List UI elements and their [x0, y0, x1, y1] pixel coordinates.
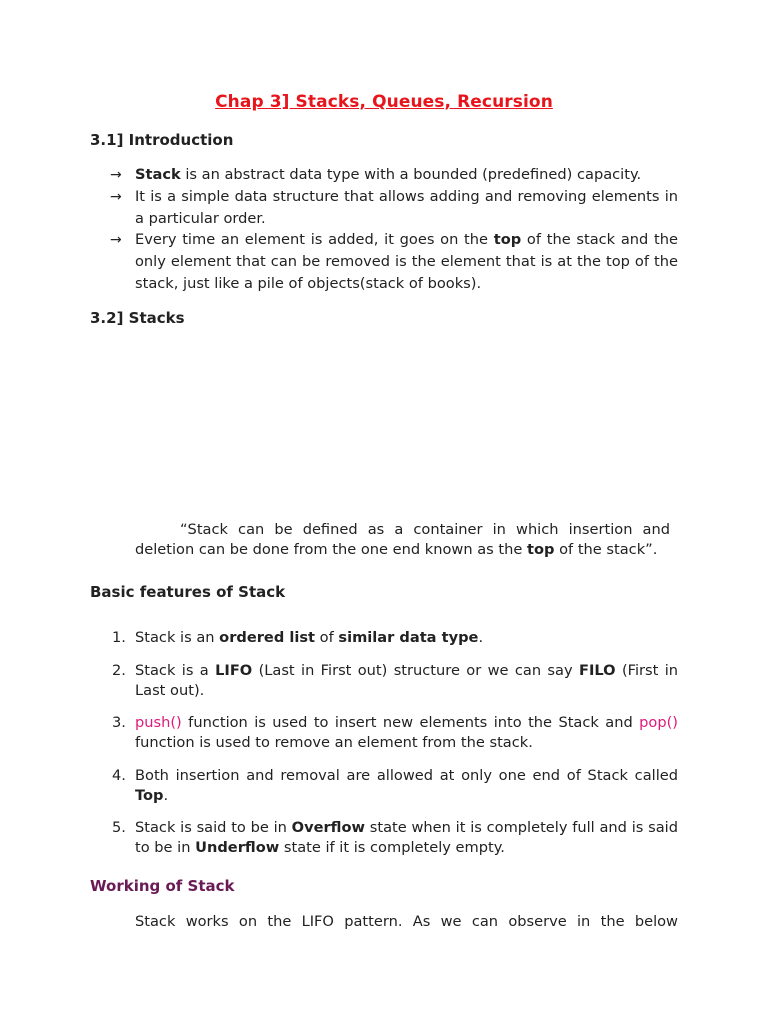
item-number: 4.	[112, 767, 126, 784]
bullet-text: is an abstract data type with a bounded (predefined) capacity.	[180, 166, 642, 183]
item-bold-text: Underflow	[195, 839, 280, 856]
section-heading-stacks: 3.2] Stacks	[90, 309, 185, 327]
bullet-text: It is a simple data structure that allows adding and removing elements in a particular order.	[135, 188, 678, 227]
item-text: .	[478, 629, 484, 646]
item-text: Stack is an	[135, 629, 220, 646]
arrow-icon: →	[110, 232, 122, 248]
item-text: function is used to insert new elements into the Stack and	[181, 714, 640, 731]
stack-definition-quote	[135, 520, 670, 560]
item-text: (Last in First out) structure or we can say	[252, 662, 579, 679]
item-text: .	[163, 787, 169, 804]
section-heading-introduction: 3.1] Introduction	[90, 131, 234, 149]
item-text: Stack is said to be in	[135, 819, 292, 836]
quote-text: “Stack can be defined as a container in which insertion and deletion can be done from the one end known as the	[135, 521, 670, 558]
item-bold-text: LIFO	[215, 662, 253, 679]
item-text: function is used to remove an element from the stack.	[135, 734, 533, 751]
item-text: Stack is a	[135, 662, 216, 679]
feature-item-2	[110, 661, 678, 701]
item-number: 3.	[112, 714, 126, 731]
working-heading: Working of Stack	[90, 877, 235, 895]
item-bold-text: ordered list	[219, 629, 316, 646]
item-number: 2.	[112, 662, 126, 679]
intro-bullet-2	[110, 186, 678, 230]
pop-function-name: pop()	[639, 714, 678, 731]
item-text: Both insertion and removal are allowed at only one end of Stack called	[135, 767, 678, 784]
working-paragraph: Stack works on the LIFO pattern. As we can observe in the below	[135, 913, 678, 930]
item-text: (First in Last out).	[135, 662, 679, 699]
intro-bullet-1	[110, 164, 678, 186]
arrow-icon: →	[110, 167, 122, 183]
item-bold-text: Overflow	[291, 819, 366, 836]
push-function-name: push()	[135, 714, 182, 731]
feature-item-4	[110, 766, 678, 806]
item-text: state when it is completely full and is said to be in	[135, 819, 678, 856]
features-heading: Basic features of Stack	[90, 583, 286, 601]
item-text: of	[315, 629, 339, 646]
item-bold-text: similar data type	[338, 629, 479, 646]
feature-item-5	[110, 818, 678, 858]
feature-item-1	[110, 628, 678, 648]
bullet-text: Every time an element is added, it goes on the	[135, 231, 494, 248]
quote-bold-text: top	[527, 541, 555, 558]
item-bold-text: FILO	[578, 662, 616, 679]
bullet-bold-text: Stack	[135, 166, 181, 183]
bullet-text: of the stack and the only element that can be removed is the element that is at the top of the stack, just like a pile of objects(stack of books).	[135, 231, 678, 292]
feature-item-3	[110, 713, 678, 753]
page-title: Chap 3] Stacks, Queues, Recursion	[215, 92, 553, 112]
arrow-icon: →	[110, 189, 122, 205]
item-number: 1.	[112, 629, 126, 646]
bullet-bold-text: top	[493, 231, 522, 248]
quote-text: of the stack”.	[554, 541, 658, 558]
item-text: state if it is completely empty.	[279, 839, 505, 856]
item-number: 5.	[112, 819, 126, 836]
intro-bullet-3	[110, 229, 678, 295]
item-bold-text: Top	[135, 787, 164, 804]
